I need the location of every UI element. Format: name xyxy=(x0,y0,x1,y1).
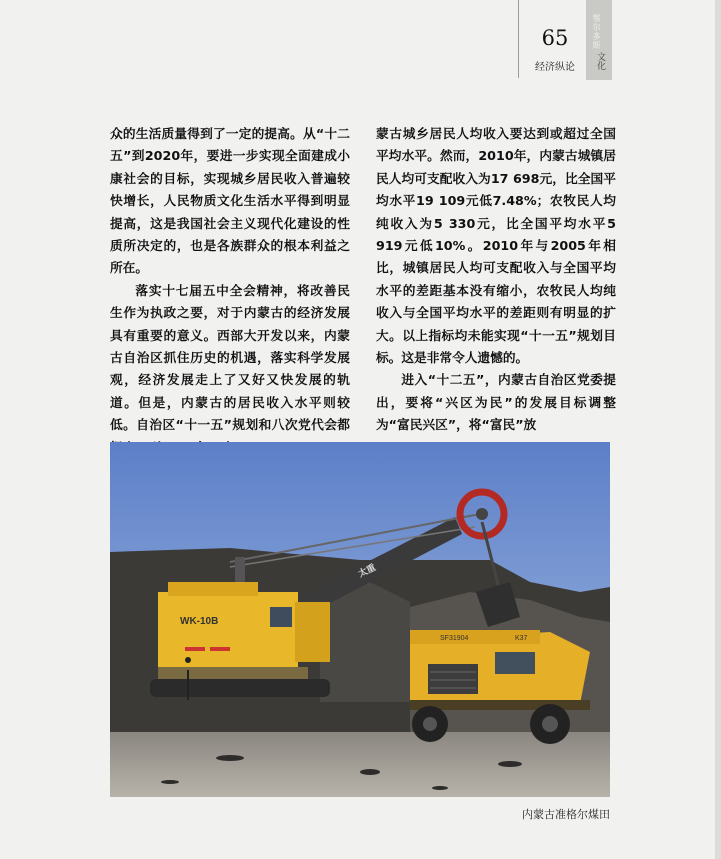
paragraph: 进入“十二五”，内蒙古自治区党委提出，要将“兴区为民”的发展目标调整为“富民兴区”，将“富民”放 xyxy=(376,372,616,433)
mining-photo-illustration xyxy=(110,442,610,797)
side-strip xyxy=(715,0,721,859)
truck-label: SF31904 xyxy=(440,635,469,642)
section-name: 经济纵论 xyxy=(535,62,575,73)
paragraph: 蒙古城乡居民人均收入要达到或超过全国平均水平。然而，2010年，内蒙古城镇居民人均可支配收入为17 698元，比全国平均水平19 109元低7.48%；农牧民人均纯收入为5 330元，比全国平均水平5 919元低10%。2010年与2005年相比，城镇居民人均可支配收入与全国平均水平的差距基本没有缩小，农牧民人均纯收入与全国平均水平的差距则有明显的扩大。以上指标均未能实现“十一五”规划目标。这是非常令人遗憾的。 xyxy=(376,126,616,366)
paragraph: 众的生活质量得到了一定的提高。从“十二五”到2020年，要进一步实现全面建成小康社会的目标，实现城乡居民收入普遍较快增长，人民物质文化生活水平得到明显提高，这是我国社会主义现代化建设的性质所决定的，也是各族群众的根本利益之所在。 xyxy=(110,126,350,276)
article-column-left xyxy=(110,123,350,459)
side-tab xyxy=(586,0,612,80)
mining-photo xyxy=(110,442,610,797)
page-number: 65 xyxy=(541,26,569,50)
paragraph: 落实十七届五中全会精神，将改善民生作为执政之要，对于内蒙古的经济发展具有重要的意义。西部大开发以来，内蒙古自治区抓住历史的机遇，落实科学发展观，经济发展走上了又好又快发展的轨道。但是，内蒙古的居民收入水平则较低。自治区“十一五”规划和八次党代会都 xyxy=(110,282,350,433)
boom-label: 太重 xyxy=(357,563,378,580)
truck-number: K37 xyxy=(515,635,528,642)
photo-caption: 内蒙古准格尔煤田 xyxy=(522,808,610,821)
brand-vertical: 鄂尔多斯 xyxy=(592,14,601,50)
excavator-label: WK-10B xyxy=(180,616,219,627)
article-column-right xyxy=(376,123,616,437)
culture-label: 文化 xyxy=(595,52,605,70)
